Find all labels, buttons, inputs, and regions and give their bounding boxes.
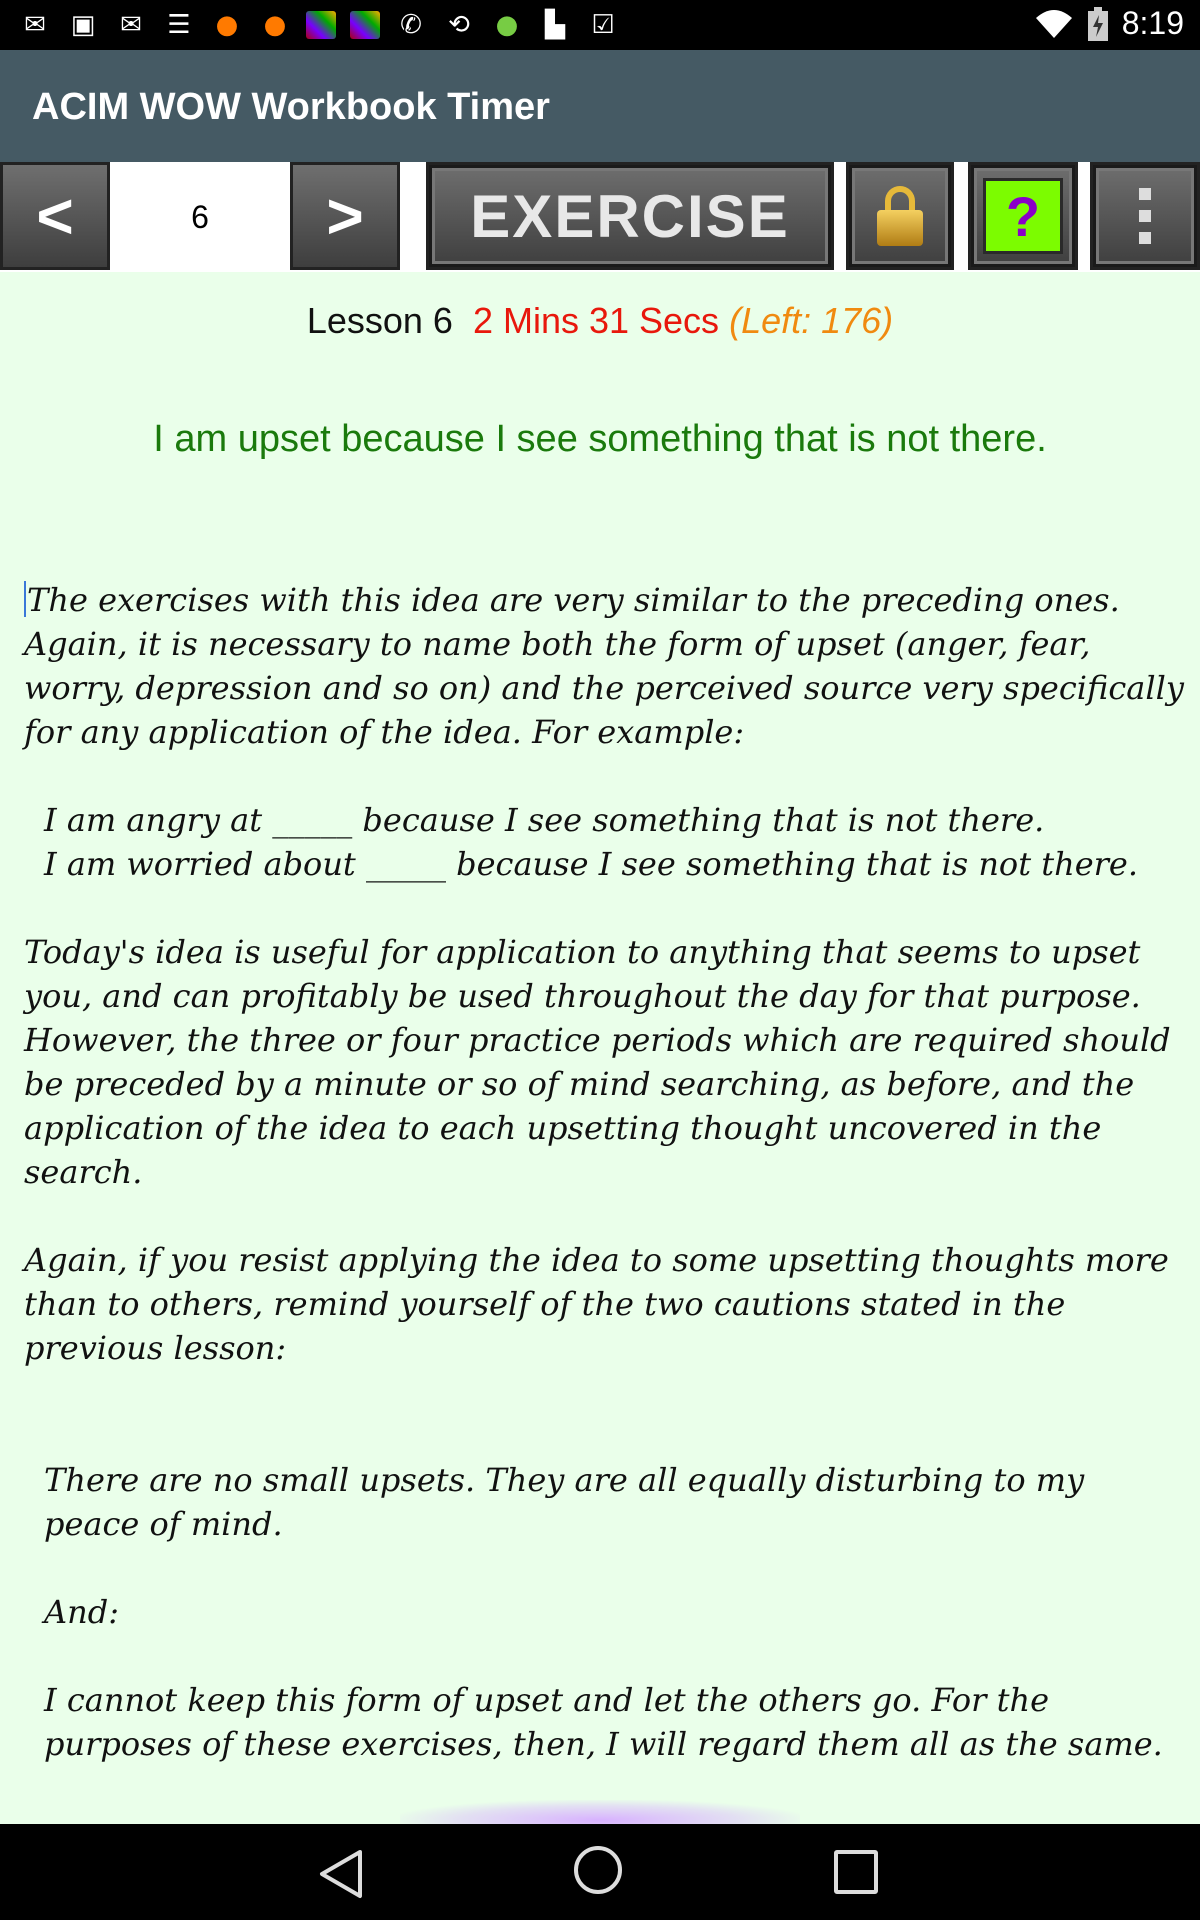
phone-icon: ✆ — [400, 10, 422, 40]
more-vert-icon — [1139, 188, 1151, 244]
recents-icon[interactable] — [834, 1850, 878, 1894]
image-icon: ▣ — [70, 10, 96, 40]
orange-app-icon: ● — [215, 10, 239, 40]
app-title: ACIM WOW Workbook Timer — [32, 86, 550, 128]
orange-app-icon: ● — [263, 10, 287, 40]
previous-lesson-button[interactable] — [0, 162, 110, 270]
lock-button[interactable] — [846, 162, 954, 270]
mail-icon: ✉ — [120, 10, 142, 40]
lesson-status-line — [0, 300, 1200, 342]
paragraph: Today's idea is useful for application to anything that seems to upset you, and can profitably be used throughout the day for that purpose. However, the three or four practice periods which are required should be preceded by a minute or so of mind searching, as before, and the application of the idea to each upsetting thought uncovered in the search. — [24, 933, 1171, 1191]
lock-icon — [877, 186, 923, 246]
app-icon: ▙ — [545, 10, 565, 40]
gmail-icon: ✉ — [24, 10, 46, 40]
list-icon: ☰ — [167, 10, 191, 40]
and-line: And: — [44, 1593, 119, 1631]
lesson-toolbar — [0, 162, 1200, 272]
android-icon: ● — [495, 10, 519, 40]
remaining-count: (Left: 176) — [729, 300, 894, 341]
colorful-app-icon — [350, 11, 380, 39]
overflow-menu-button[interactable] — [1090, 162, 1200, 270]
help-button[interactable] — [968, 162, 1078, 270]
caution-line: There are no small upsets. They are all equally disturbing to my peace of mind. — [44, 1461, 1085, 1543]
lesson-number-label: Lesson 6 — [306, 300, 453, 341]
example-line: I am worried about _____ because I see something that is not there. — [44, 845, 1139, 883]
caution-line: I cannot keep this form of upset and let the others go. For the purposes of these exercises, then, I will regard them all as the same. — [44, 1681, 1163, 1763]
lesson-number-field[interactable]: 6 — [110, 162, 290, 272]
clipboard-icon: ☑ — [591, 10, 615, 40]
text-cursor — [24, 581, 26, 617]
paragraph: The exercises with this idea are very similar to the preceding ones. Again, it is necessary to name both the form of upset (anger, fear, worry, depression and so on) and the perceived source very specifically for any application of the idea. For example: — [24, 581, 1184, 751]
rotate-icon: ⟲ — [448, 10, 470, 40]
battery-icon — [1088, 7, 1108, 41]
status-bar — [0, 0, 1200, 50]
exercise-button[interactable] — [426, 162, 834, 270]
system-navigation-bar — [0, 1824, 1200, 1920]
clock: 8:19 — [1121, 5, 1184, 41]
colorful-app-icon — [306, 11, 336, 39]
timer-text: 2 Mins 31 Secs — [472, 300, 720, 341]
back-icon[interactable] — [316, 1848, 368, 1900]
lesson-body[interactable] — [24, 578, 1184, 1810]
help-label: ? — [1005, 184, 1041, 248]
home-icon[interactable] — [574, 1846, 622, 1894]
app-bar — [0, 50, 1200, 162]
previous-label: < — [36, 180, 74, 252]
example-line: I am angry at _____ because I see something that is not there. — [44, 801, 1045, 839]
wifi-icon — [1034, 8, 1074, 40]
lesson-title: I am upset because I see something that is not there. — [153, 418, 1047, 460]
next-label: > — [326, 180, 364, 252]
help-icon — [983, 178, 1063, 254]
notification-icons — [18, 8, 620, 42]
paragraph: Again, if you resist applying the idea to some upsetting thoughts more than to others, remind yourself of the two cautions stated in the previous lesson: — [24, 1241, 1169, 1367]
status-right — [1034, 5, 1184, 42]
exercise-label: EXERCISE — [470, 182, 790, 250]
next-lesson-button[interactable] — [290, 162, 400, 270]
